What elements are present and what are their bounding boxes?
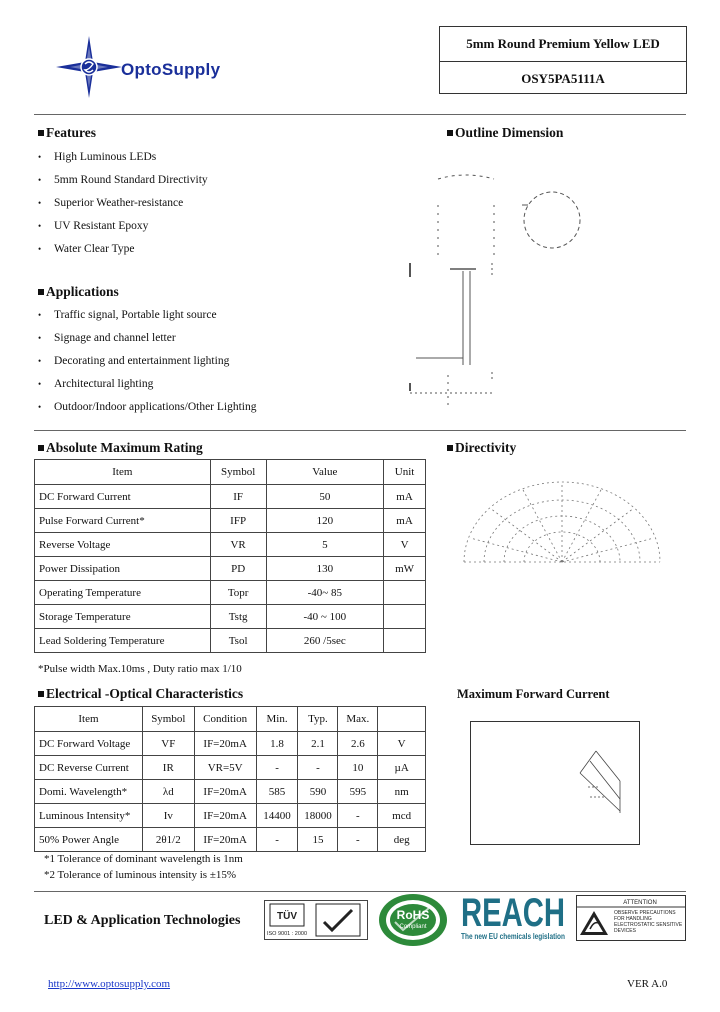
attention-text: OBSERVE PRECAUTIONS FOR HANDLING ELECTROSTATIC SENSITIVE DEVICES [614,910,683,934]
applications-list [38,308,257,423]
table-header [378,707,426,732]
table-row: Reverse Voltage VR 5 V [35,533,426,557]
table-row: 50% Power Angle 2θ1/2 IF=20mA - 15 - deg [35,828,426,852]
brand-name: OptoSupply [121,60,221,79]
table-row: Pulse Forward Current* IFP 120 mA [35,509,426,533]
reach-label: REACH [461,891,565,935]
iso-label: ISO 9001 : 2000 [266,931,308,937]
section-divider [34,430,686,431]
max-forward-heading: Maximum Forward Current [457,687,610,701]
reach-badge-icon [458,888,568,944]
table-header: Item [35,707,143,732]
directivity-heading: Directivity [447,440,516,456]
brand-logo-star-icon [56,36,122,98]
table-row: DC Reverse Current IR VR=5V - - 10 µA [35,756,426,780]
header-divider [34,114,686,115]
list-item: • Superior Weather-resistance [38,196,208,219]
list-item: • Traffic signal, Portable light source [38,308,257,331]
website-link[interactable]: http://www.optosupply.com [48,978,171,990]
footer-divider [34,891,686,892]
rohs-label: RoHS [396,908,430,922]
list-item: • Architectural lighting [38,377,257,400]
table-header: Typ. [298,707,338,732]
table-row: Operating Temperature Topr -40~ 85 [35,581,426,605]
tuv-iso-badge-icon [264,900,368,940]
applications-heading: Applications [38,284,119,300]
table-row: Power Dissipation PD 130 mW [35,557,426,581]
list-item: • 5mm Round Standard Directivity [38,173,208,196]
list-item: • Outdoor/Indoor applications/Other Lighting [38,400,257,423]
directivity-diagram [460,476,664,566]
table-header: Value [266,460,384,485]
outline-dimension-drawing [400,165,590,415]
table-row: Domi. Wavelength* λd IF=20mA 585 590 595 nm [35,780,426,804]
product-title-box [439,26,687,94]
electro-note-1: *1 Tolerance of dominant wavelength is 1nm [44,853,243,865]
table-header: Max. [338,707,378,732]
abs-max-heading: Absolute Maximum Rating [38,440,203,456]
rohs-sub: Compliant [399,924,427,930]
abs-max-note: *Pulse width Max.10ms , Duty ratio max 1/10 [38,663,242,675]
list-item: • Decorating and entertainment lighting [38,354,257,377]
table-row: Lead Soldering Temperature Tsol 260 /5sec [35,629,426,653]
product-title: 5mm Round Premium Yellow LED [466,36,660,51]
table-row: DC Forward Voltage VF IF=20mA 1.8 2.1 2.6 V [35,732,426,756]
features-list [38,150,208,265]
table-header: Symbol [210,460,266,485]
reach-sub: The new EU chemicals legislation [461,932,566,941]
table-header: Symbol [142,707,194,732]
tuv-label: TÜV [277,911,297,922]
list-item: • UV Resistant Epoxy [38,219,208,242]
electro-optical-heading: Electrical -Optical Characteristics [38,686,243,702]
esd-attention-badge-icon [576,895,686,941]
table-header: Condition [194,707,256,732]
abs-max-table [34,459,426,653]
version-label: VER A.0 [627,978,668,990]
rohs-badge-icon [377,892,449,948]
table-row: DC Forward Current IF 50 mA [35,485,426,509]
max-forward-current-chart [470,721,640,845]
list-item: • Water Clear Type [38,242,208,265]
outline-heading: Outline Dimension [447,125,563,141]
table-header: Item [35,460,211,485]
attention-title: ATTENTION [623,900,657,906]
features-heading: Features [38,125,96,141]
table-row: Storage Temperature Tstg -40 ~ 100 [35,605,426,629]
footer-title: LED & Application Technologies [44,913,241,928]
list-item: • High Luminous LEDs [38,150,208,173]
electro-note-2: *2 Tolerance of luminous intensity is ±15% [44,869,237,881]
part-number: OSY5PA5111A [440,61,686,95]
electro-optical-table [34,706,426,852]
table-header: Unit [384,460,426,485]
table-row: Luminous Intensity* Iv IF=20mA 14400 18000 - mcd [35,804,426,828]
list-item: • Signage and channel letter [38,331,257,354]
table-header: Min. [256,707,298,732]
